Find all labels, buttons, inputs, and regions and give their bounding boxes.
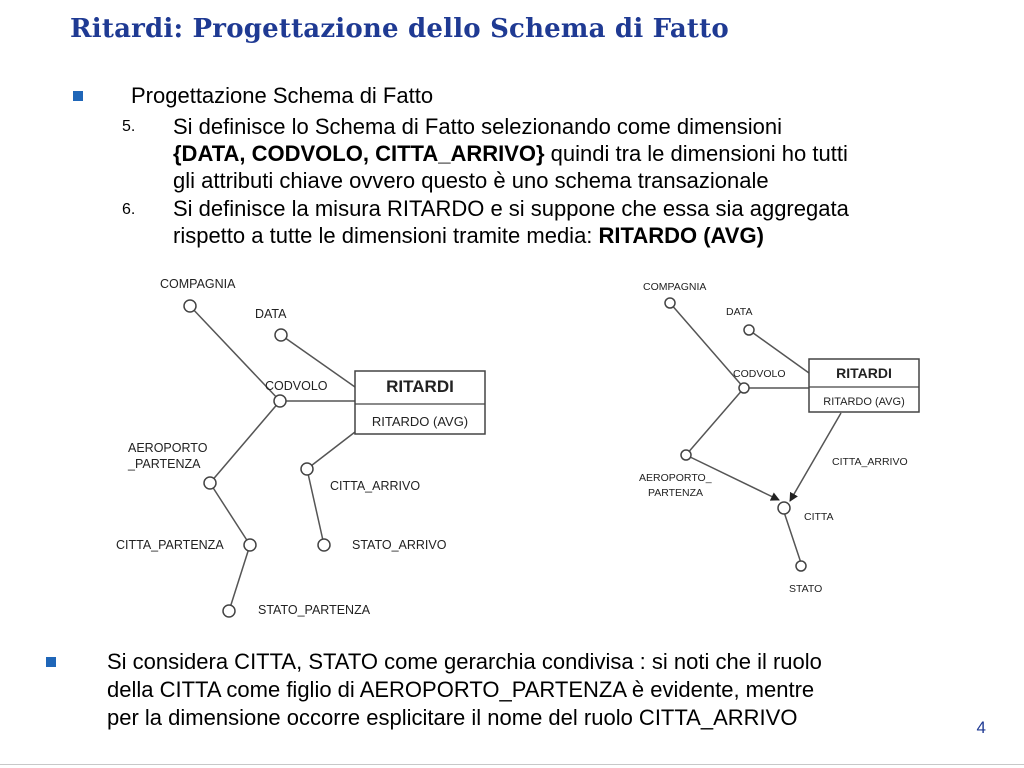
item6-line1: Si definisce la misura RITARDO e si suppone che essa sia aggregata bbox=[173, 196, 849, 221]
fact-name-left: RITARDI bbox=[386, 377, 454, 396]
label-compagnia-right: COMPAGNIA bbox=[643, 281, 707, 293]
node-citta-partenza-left bbox=[244, 539, 256, 551]
label-citta-arrivo-right: CITTA_ARRIVO bbox=[832, 456, 908, 468]
slide-title: Ritardi: Progettazione dello Schema di Fatto bbox=[70, 14, 729, 44]
label-codvolo-left: CODVOLO bbox=[265, 379, 328, 393]
right-diagram-edges bbox=[670, 303, 841, 563]
item5-line2-rest: quindi tra le dimensioni ho tutti bbox=[544, 141, 848, 166]
label-data-right: DATA bbox=[726, 306, 753, 318]
item5-line1: Si definisce lo Schema di Fatto selezionando come dimensioni bbox=[173, 114, 782, 139]
node-codvolo-left bbox=[274, 395, 286, 407]
label-aeroporto-right: AEROPORTO_ bbox=[639, 472, 712, 484]
fact-name-right: RITARDI bbox=[836, 365, 892, 381]
node-stato-arrivo-left bbox=[318, 539, 330, 551]
node-aeroporto-partenza-right bbox=[681, 450, 691, 460]
label-partenza-right: PARTENZA bbox=[648, 487, 704, 499]
measure-right: RITARDO (AVG) bbox=[823, 396, 905, 408]
bullet-marker-2 bbox=[46, 657, 56, 667]
left-diagram-edges bbox=[190, 306, 355, 611]
node-citta-right bbox=[778, 502, 790, 514]
node-compagnia-left bbox=[184, 300, 196, 312]
label-citta-right: CITTA bbox=[804, 511, 834, 523]
label-citta-arrivo-left: CITTA_ARRIVO bbox=[330, 479, 421, 493]
label-compagnia-left: COMPAGNIA bbox=[160, 277, 236, 291]
node-data-right bbox=[744, 325, 754, 335]
label-partenza-left: _PARTENZA bbox=[128, 457, 201, 471]
label-aeroporto-left: AEROPORTO bbox=[128, 441, 208, 455]
node-aeroporto-partenza-left bbox=[204, 477, 216, 489]
label-citta-partenza-left: CITTA_PARTENZA bbox=[116, 538, 224, 552]
label-codvolo-right: CODVOLO bbox=[733, 368, 786, 380]
item-number-5: 5. bbox=[122, 118, 136, 135]
label-stato-partenza-left: STATO_PARTENZA bbox=[258, 603, 371, 617]
bullet2-line3: per la dimensione occorre esplicitare il nome del ruolo CITTA_ARRIVO bbox=[107, 705, 798, 730]
item5-dimensions: {DATA, CODVOLO, CITTA_ARRIVO} bbox=[173, 141, 545, 166]
footer-divider bbox=[0, 764, 1024, 765]
node-stato-right bbox=[796, 561, 806, 571]
bullet2-line2: della CITTA come figlio di AEROPORTO_PARTENZA è evidente, mentre bbox=[107, 677, 815, 702]
label-stato-right: STATO bbox=[789, 583, 823, 595]
bullet2-line1: Si considera CITTA, STATO come gerarchia condivisa : si noti che il ruolo bbox=[107, 649, 822, 674]
label-stato-arrivo-left: STATO_ARRIVO bbox=[352, 538, 447, 552]
node-compagnia-right bbox=[665, 298, 675, 308]
node-data-left bbox=[275, 329, 287, 341]
label-data-left: DATA bbox=[255, 307, 287, 321]
measure-left: RITARDO (AVG) bbox=[371, 414, 469, 429]
bullet1-heading: Progettazione Schema di Fatto bbox=[131, 83, 434, 108]
node-codvolo-right bbox=[739, 383, 749, 393]
page-number: 4 bbox=[976, 718, 986, 737]
item-number-6: 6. bbox=[122, 201, 136, 218]
node-stato-partenza-left bbox=[223, 605, 235, 617]
item6-measure: RITARDO (AVG) bbox=[598, 223, 764, 248]
item5-line3: gli attributi chiave ovvero questo è uno schema transazionale bbox=[173, 168, 769, 193]
node-citta-arrivo-left bbox=[301, 463, 313, 475]
item6-line2-text: rispetto a tutte le dimensioni tramite media: bbox=[173, 223, 599, 248]
